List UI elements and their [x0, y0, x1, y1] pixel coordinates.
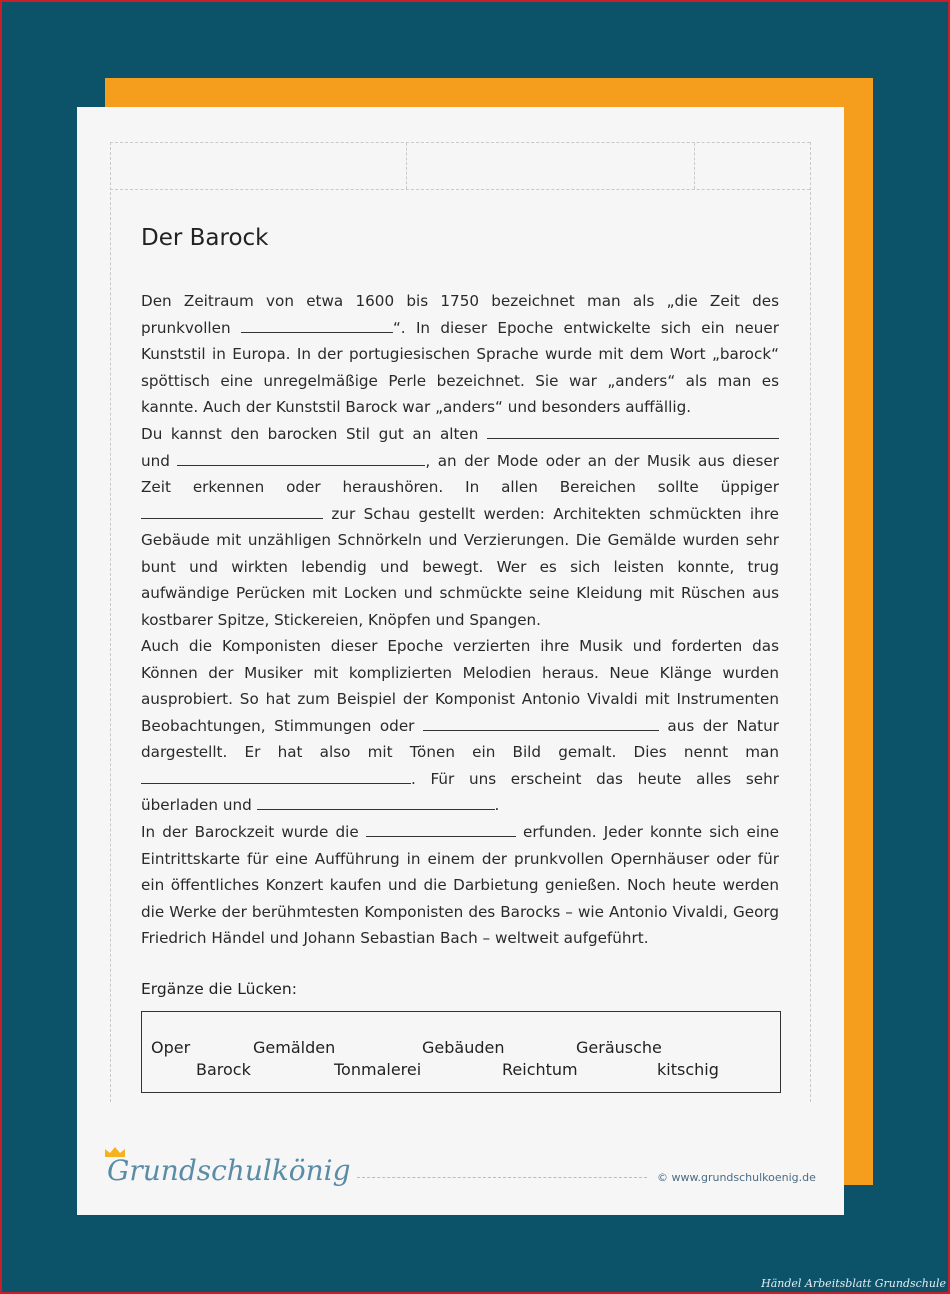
word-bank-item: Gemälden — [253, 1038, 336, 1057]
text-segment: . Für uns erscheint das heute alles sehr überladen und — [141, 769, 779, 814]
word-bank-item: Barock — [196, 1060, 251, 1079]
paragraph-3 — [141, 633, 779, 819]
blank-line[interactable] — [423, 714, 659, 731]
paragraph-2 — [141, 421, 779, 633]
text-segment: Auch die Komponisten dieser Epoche verzierten ihre Musik und forderten das Können der Musiker mit komplizierten Melodien heraus. Neue Klänge wurden ausprobiert. So hat zum Beispiel der Komponist Antonio Vivaldi mit Instrumenten Beobachtungen, Stimmungen oder — [141, 637, 779, 735]
blank-line[interactable] — [141, 502, 323, 519]
text-segment: Du kannst den barocken Stil gut an alten — [141, 425, 479, 443]
paragraph-1 — [141, 288, 779, 421]
blank-line[interactable] — [241, 316, 393, 333]
text-segment: und — [141, 451, 170, 470]
header-divider — [406, 143, 407, 189]
text-segment: “. In dieser Epoche entwickelte sich ein neuer Kunststil in Europa. In der portugiesischen Sprache wurde mit dem Wort „barock“ spöttisch eine unregelmäßige Perle bezeichnet. Sie war „anders“ als man es kannte. Auch der Kunststil Barock war „anders“ und besonders auffällig. — [141, 318, 779, 416]
blank-line[interactable] — [177, 449, 425, 466]
blank-line[interactable] — [366, 820, 516, 837]
border-line-right — [810, 142, 811, 1102]
text-segment: aus der Natur dargestellt. Er hat also mit Tönen ein Bild gemalt. Dies nennt man — [141, 716, 779, 761]
word-bank — [141, 1011, 781, 1093]
text-segment: , an der Mode oder an der Musik aus dieser Zeit erkennen oder heraushören. In allen Bereichen sollte üppiger — [141, 451, 779, 496]
exercise-heading: Ergänze die Lücken: — [141, 980, 297, 998]
worksheet — [77, 107, 844, 1215]
text-segment: . — [494, 796, 500, 814]
footer-divider — [357, 1177, 647, 1178]
header-divider — [694, 143, 695, 189]
word-bank-item: Reichtum — [502, 1060, 578, 1079]
word-bank-item: Gebäuden — [422, 1038, 505, 1057]
blank-line[interactable] — [487, 422, 779, 439]
text-segment: In der Barockzeit wurde die — [141, 823, 359, 841]
text-segment: erfunden. Jeder konnte sich eine Eintrittskarte für eine Aufführung in einem der prunkvollen Opernhäuser oder für ein öffentliches Konzert kaufen und die Darbietung genießen. Noch heute werden die Werke der berühmtesten Komponisten des Barocks – wie Antonio Vivaldi, Georg Friedrich Händel und Johann Sebastian Bach – weltweit aufgeführt. — [141, 823, 780, 947]
text-segment: Den Zeitraum von etwa 1600 bis 1750 bezeichnet man als „die Zeit des prunkvollen — [141, 292, 779, 337]
word-bank-item: Geräusche — [576, 1038, 662, 1057]
paragraph-4 — [141, 819, 779, 952]
copyright-text: © www.grundschulkoenig.de — [657, 1171, 816, 1184]
blank-line[interactable] — [141, 767, 411, 784]
word-bank-item: Tonmalerei — [334, 1060, 422, 1079]
text-segment: zur Schau gestellt werden: Architekten schmückten ihre Gebäude mit unzähligen Schnörkeln und Verzierungen. Die Gemälde wurden sehr bunt und wirkten lebendig und bewegt. Wer es sich leisten konnte, trug aufwändige Perücken mit Locken und schmückte seine Kleidung mit Rüschen aus kostbarer Spitze, Stickereien, Knöpfen und Spangen. — [141, 504, 780, 629]
image-caption: Händel Arbeitsblatt Grundschule — [761, 1277, 946, 1290]
border-line-left — [110, 142, 111, 1102]
blank-line[interactable] — [257, 793, 495, 810]
word-bank-item: kitschig — [657, 1060, 719, 1079]
word-bank-item: Oper — [151, 1038, 191, 1057]
brand-logo: Grundschulkönig — [107, 1154, 351, 1187]
worksheet-title: Der Barock — [141, 225, 269, 251]
header-box — [110, 142, 810, 190]
